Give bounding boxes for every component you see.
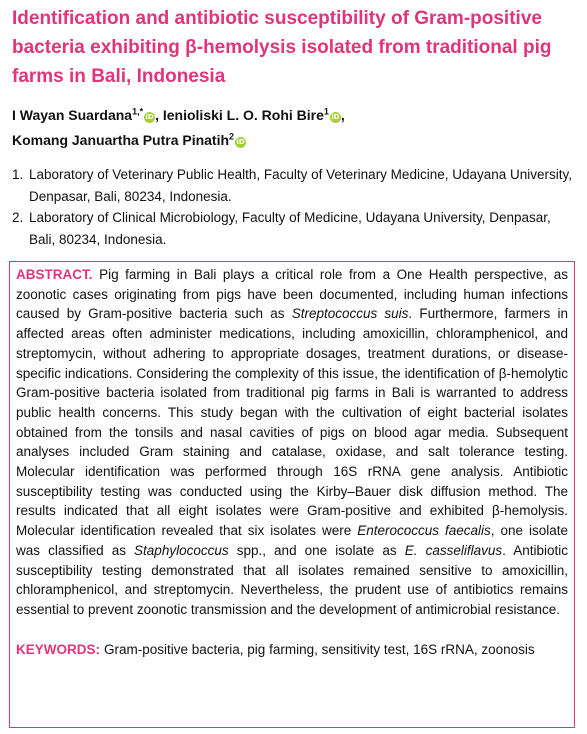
- author-list: [12, 103, 577, 153]
- author-line-1: [12, 103, 577, 128]
- author-affiliation-mark: 1: [323, 106, 329, 117]
- orcid-icon[interactable]: iD: [145, 113, 154, 121]
- author-affiliation-mark: 1,*: [132, 106, 144, 117]
- affiliation-list: [12, 164, 577, 250]
- affiliation-number: 2.: [12, 210, 24, 225]
- author-name: I Wayan Suardana: [12, 107, 133, 123]
- affiliation-number: 1.: [12, 167, 24, 182]
- paper-title: Identification and antibiotic susceptibility of Gram-positive bacteria exhibiting β-hemolysis isolated from traditional pig farms in Bali, Indonesia: [12, 8, 552, 87]
- author-line-2: [12, 128, 577, 153]
- affiliation-text: Laboratory of Clinical Microbiology, Faculty of Medicine, Udayana University, Denpasar, Bali, 80234, Indonesia.: [29, 210, 551, 247]
- species-name: Streptococcus suis: [291, 306, 409, 322]
- species-name: Staphylococcus: [134, 542, 229, 558]
- orcid-icon[interactable]: iD: [331, 113, 340, 121]
- affiliation-item: [12, 164, 577, 207]
- species-name: E. casseliflavus: [404, 542, 503, 558]
- author-separator: ,: [340, 107, 345, 123]
- keywords-text: Gram-positive bacteria, pig farming, sensitivity test, 16S rRNA, zoonosis: [104, 641, 535, 657]
- abstract-text: . Furthermore, farmers in affected areas often administer medications, including amoxicillin, chloramphenicol, and streptomycin, without adhering to appropriate dosages, treatment durations, or disease-specific indications. Considering the complexity of this issue, the identification of β-hemolytic Gram-positive bacteria isolated from traditional pig farms in Bali is warranted to address public health concerns. This study began with the cultivation of eight bacterial isolates obtained from the tonsils and nasal cavities of pigs on blood agar media. Subsequent analyses included Gram staining and catalase, oxidase, and salt tolerance testing. Molecular identification was performed through 16S rRNA gene analysis. Antibiotic susceptibility testing was conducted using the Kirby–Bauer disk diffusion method. The results indicated that all eight isolates were Gram-positive and exhibited β-hemolysis. Molecular identification revealed that six isolates were: [16, 306, 568, 539]
- keywords-row: [16, 640, 568, 660]
- abstract-paragraph: [16, 265, 568, 620]
- author-affiliation-mark: 2: [229, 131, 235, 142]
- abstract-label: ABSTRACT.: [16, 267, 93, 282]
- abstract-box: [9, 261, 575, 728]
- abstract-text: Pig farming in Bali plays a critical role from a One Health perspective, as zoonotic cases originating from pigs have been documented, including human infections caused by Gram-positive bacteria such as: [16, 267, 568, 322]
- affiliation-item: [12, 207, 577, 250]
- author-separator: ,: [155, 107, 163, 123]
- orcid-icon[interactable]: iD: [236, 138, 245, 146]
- species-name: Enterococcus faecalis: [357, 523, 491, 539]
- keywords-label: KEYWORDS:: [16, 641, 100, 657]
- abstract-text: , one isolate was classified as: [16, 523, 568, 558]
- author-name: Komang Januartha Putra Pinatih: [12, 132, 230, 148]
- abstract-text: spp., and one isolate as: [228, 542, 405, 558]
- author-name: Ienioliski L. O. Rohi Bire: [162, 107, 324, 123]
- abstract-text: . Antibiotic susceptibility testing demonstrated that all isolates remained sensitive to amoxicillin, chloramphenicol, and streptomycin. Nevertheless, the prudent use of antibiotics remains essential to prevent zoonotic transmission and the development of antimicrobial resistance.: [16, 542, 568, 617]
- affiliation-text: Laboratory of Veterinary Public Health, Faculty of Veterinary Medicine, Udayana University, Denpasar, Bali, 80234, Indonesia.: [29, 167, 573, 204]
